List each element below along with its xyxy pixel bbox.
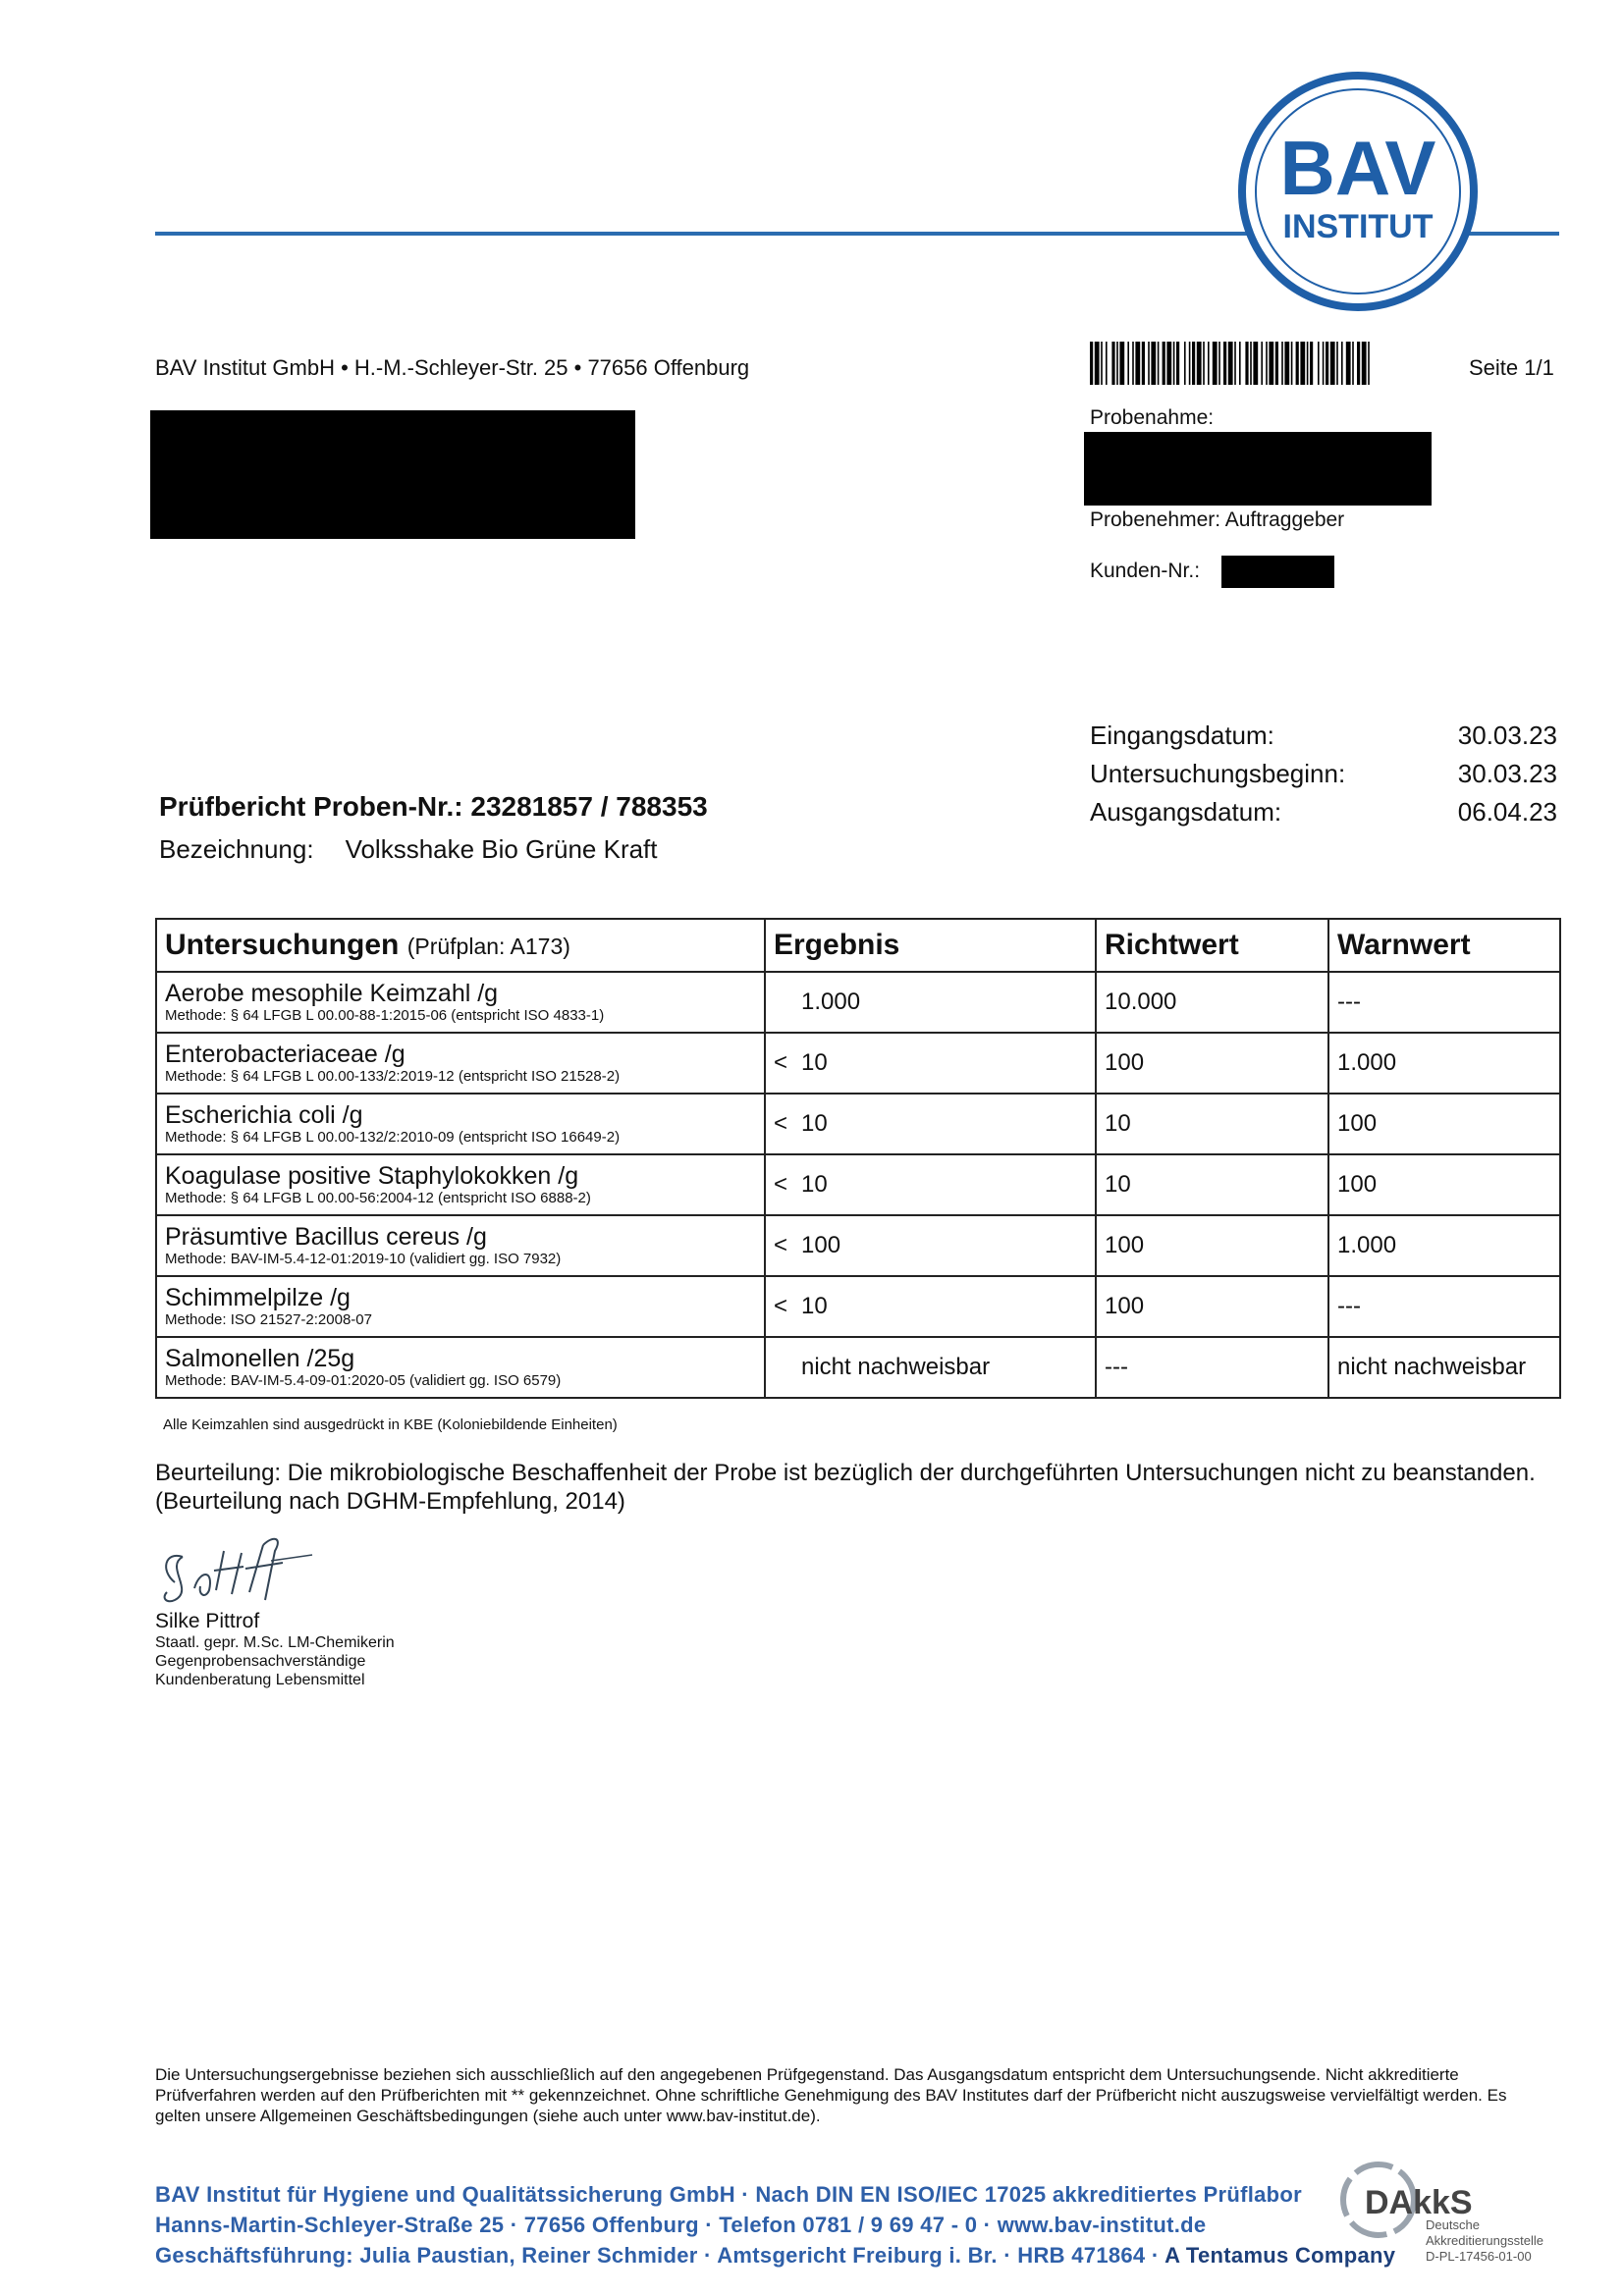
warn-cell: --- bbox=[1328, 1276, 1560, 1337]
table-row bbox=[156, 1033, 1560, 1094]
warn-cell: nicht nachweisbar bbox=[1328, 1337, 1560, 1398]
dakks-line2: Akkreditierungsstelle bbox=[1426, 2233, 1543, 2248]
result-prefix: < bbox=[774, 1110, 788, 1137]
sender-address: BAV Institut GmbH • H.-M.-Schleyer-Str. 25 • 77656 Offenburg bbox=[155, 355, 750, 380]
result-value: nicht nachweisbar bbox=[801, 1354, 991, 1380]
dakks-name: DAkkS bbox=[1365, 2184, 1473, 2221]
assessment-text: Beurteilung: Die mikrobiologische Beschaffenheit der Probe ist bezüglich der durchgeführten Untersuchungen nicht zu beanstanden. (Beurteilung nach DGHM-Empfehlung, 2014) bbox=[155, 1460, 1536, 1515]
test-method: Methode: § 64 LFGB L 00.00-88-1:2015-06 (entspricht ISO 4833-1) bbox=[165, 1007, 605, 1024]
out-value: 06.04.23 bbox=[1457, 797, 1557, 827]
designation-value: Volksshake Bio Grüne Kraft bbox=[345, 834, 658, 864]
col-warn-header: Warnwert bbox=[1328, 919, 1560, 972]
start-label: Untersuchungsbeginn: bbox=[1090, 759, 1346, 788]
dakks-logo bbox=[1335, 2153, 1571, 2270]
guide-cell: 100 bbox=[1096, 1033, 1328, 1094]
footer-line3-text: Geschäftsführung: Julia Paustian, Reiner Schmider · Amtsgericht Freiburg i. Br. · HRB 471864 · bbox=[155, 2243, 1160, 2268]
bav-logo bbox=[1235, 69, 1481, 314]
logo-text-top: BAV bbox=[1279, 125, 1436, 211]
result-value: 100 bbox=[801, 1232, 841, 1258]
dakks-line3: D-PL-17456-01-00 bbox=[1426, 2249, 1532, 2264]
result-prefix: < bbox=[774, 1232, 788, 1258]
test-name: Schimmelpilze /g bbox=[165, 1284, 351, 1311]
warn-cell: --- bbox=[1328, 972, 1560, 1033]
result-cell bbox=[765, 1094, 1096, 1154]
result-value: 10 bbox=[801, 1293, 828, 1319]
guide-cell: --- bbox=[1096, 1337, 1328, 1398]
test-name: Aerobe mesophile Keimzahl /g bbox=[165, 980, 499, 1007]
test-cell bbox=[156, 1033, 765, 1094]
footer bbox=[155, 2179, 1395, 2270]
footer-line2: Hanns-Martin-Schleyer-Straße 25 · 77656 Offenburg · Telefon 0781 / 9 69 47 - 0 · www.bav-institut.de bbox=[155, 2213, 1207, 2237]
test-method: Methode: § 64 LFGB L 00.00-56:2004-12 (entspricht ISO 6888-2) bbox=[165, 1190, 591, 1206]
test-name: Salmonellen /25g bbox=[165, 1345, 355, 1372]
col-tests-label: Untersuchungen bbox=[165, 929, 400, 961]
result-prefix: < bbox=[774, 1171, 788, 1198]
recipient-address-redacted bbox=[150, 410, 635, 539]
result-prefix: < bbox=[774, 1293, 788, 1319]
guide-cell: 100 bbox=[1096, 1215, 1328, 1276]
result-cell bbox=[765, 1276, 1096, 1337]
result-prefix: < bbox=[774, 1049, 788, 1076]
result-cell bbox=[765, 1215, 1096, 1276]
signer-block bbox=[155, 1610, 395, 1689]
result-value: 10 bbox=[801, 1171, 828, 1198]
out-row bbox=[1090, 793, 1557, 831]
test-cell bbox=[156, 1215, 765, 1276]
col-guide-header: Richtwert bbox=[1096, 919, 1328, 972]
result-cell bbox=[765, 1033, 1096, 1094]
sampling-label: Probenahme: bbox=[1090, 406, 1215, 429]
warn-cell: 100 bbox=[1328, 1154, 1560, 1215]
result-cell bbox=[765, 1154, 1096, 1215]
test-cell bbox=[156, 1094, 765, 1154]
start-value: 30.03.23 bbox=[1457, 759, 1557, 788]
guide-cell: 10 bbox=[1096, 1154, 1328, 1215]
test-cell bbox=[156, 1154, 765, 1215]
test-method: Methode: § 64 LFGB L 00.00-132/2:2010-09 (entspricht ISO 16649-2) bbox=[165, 1129, 621, 1146]
sampler-text: Probenehmer: Auftraggeber bbox=[1090, 508, 1345, 531]
table-row bbox=[156, 1154, 1560, 1215]
signer-line1: Staatl. gepr. M.Sc. LM-Chemikerin bbox=[155, 1634, 395, 1651]
page-number: Seite 1/1 bbox=[1469, 355, 1554, 380]
warn-cell: 1.000 bbox=[1328, 1215, 1560, 1276]
test-name: Escherichia coli /g bbox=[165, 1101, 363, 1129]
result-value: 10 bbox=[801, 1110, 828, 1137]
guide-cell: 10 bbox=[1096, 1094, 1328, 1154]
result-cell bbox=[765, 1337, 1096, 1398]
col-tests-header bbox=[156, 919, 765, 972]
test-name: Enterobacteriaceae /g bbox=[165, 1041, 406, 1068]
out-label: Ausgangsdatum: bbox=[1090, 797, 1282, 827]
tentamus-brand: A Tentamus Company bbox=[1164, 2243, 1396, 2268]
test-cell bbox=[156, 1337, 765, 1398]
received-row bbox=[1090, 717, 1557, 755]
table-row bbox=[156, 1215, 1560, 1276]
results-table bbox=[155, 918, 1561, 1399]
table-header-row bbox=[156, 919, 1560, 972]
disclaimer-text: Die Untersuchungsergebnisse beziehen sich ausschließlich auf den angegebenen Prüfgegenstand. Das Ausgangsdatum entspricht dem Untersuchungsende. Nicht akkreditierte Prüfverfahren werden auf den Prüfberichten mit ** gekennzeichnet. Ohne schriftliche Genehmigung des BAV Institutes darf der Prüfbericht nicht auszugsweise vervielfältigt werden. Es gelten unsere Allgemeinen Geschäftsbedingungen (siehe auch unter www.bav-institut.de). bbox=[155, 2065, 1507, 2125]
warn-cell: 1.000 bbox=[1328, 1033, 1560, 1094]
table-row bbox=[156, 1276, 1560, 1337]
test-name: Koagulase positive Staphylokokken /g bbox=[165, 1162, 579, 1190]
signer-line3: Kundenberatung Lebensmittel bbox=[155, 1672, 365, 1688]
result-value: 10 bbox=[801, 1049, 828, 1076]
guide-cell: 100 bbox=[1096, 1276, 1328, 1337]
result-value: 1.000 bbox=[801, 988, 861, 1015]
table-row bbox=[156, 1337, 1560, 1398]
footer-line1: BAV Institut für Hygiene und Qualitätssicherung GmbH · Nach DIN EN ISO/IEC 17025 akkreditiertes Prüflabor bbox=[155, 2182, 1303, 2207]
test-method: Methode: BAV-IM-5.4-12-01:2019-10 (validiert gg. ISO 7932) bbox=[165, 1251, 562, 1267]
col-tests-sub: (Prüfplan: A173) bbox=[406, 934, 570, 959]
received-label: Eingangsdatum: bbox=[1090, 721, 1274, 750]
table-row bbox=[156, 972, 1560, 1033]
logo-text-bottom: INSTITUT bbox=[1282, 208, 1434, 245]
dates-block bbox=[1090, 717, 1557, 831]
test-cell bbox=[156, 1276, 765, 1337]
test-method: Methode: BAV-IM-5.4-09-01:2020-05 (validiert gg. ISO 6579) bbox=[165, 1372, 562, 1389]
received-value: 30.03.23 bbox=[1457, 721, 1557, 750]
guide-cell: 10.000 bbox=[1096, 972, 1328, 1033]
test-method: Methode: ISO 21527-2:2008-07 bbox=[165, 1311, 372, 1328]
customer-no-redacted bbox=[1221, 556, 1334, 588]
table-footnote: Alle Keimzahlen sind ausgedrückt in KBE (Koloniebildende Einheiten) bbox=[163, 1416, 618, 1433]
signer-line2: Gegenprobensachverständige bbox=[155, 1653, 366, 1670]
test-method: Methode: § 64 LFGB L 00.00-133/2:2019-12 (entspricht ISO 21528-2) bbox=[165, 1068, 621, 1085]
test-name: Präsumtive Bacillus cereus /g bbox=[165, 1223, 487, 1251]
designation bbox=[159, 834, 658, 865]
designation-label: Bezeichnung: bbox=[159, 834, 314, 864]
sampling-redacted bbox=[1084, 432, 1432, 506]
footer-line3 bbox=[155, 2240, 1395, 2270]
dakks-line1: Deutsche bbox=[1426, 2217, 1480, 2232]
table-row bbox=[156, 1094, 1560, 1154]
result-cell bbox=[765, 972, 1096, 1033]
warn-cell: 100 bbox=[1328, 1094, 1560, 1154]
report-title: Prüfbericht Proben-Nr.: 23281857 / 788353 bbox=[159, 791, 708, 822]
col-result-header: Ergebnis bbox=[765, 919, 1096, 972]
customer-no-label: Kunden-Nr.: bbox=[1090, 560, 1201, 582]
start-row bbox=[1090, 755, 1557, 793]
signer-name: Silke Pittrof bbox=[155, 1610, 260, 1632]
test-cell bbox=[156, 972, 765, 1033]
barcode bbox=[1090, 342, 1373, 385]
signature-image bbox=[155, 1531, 322, 1610]
